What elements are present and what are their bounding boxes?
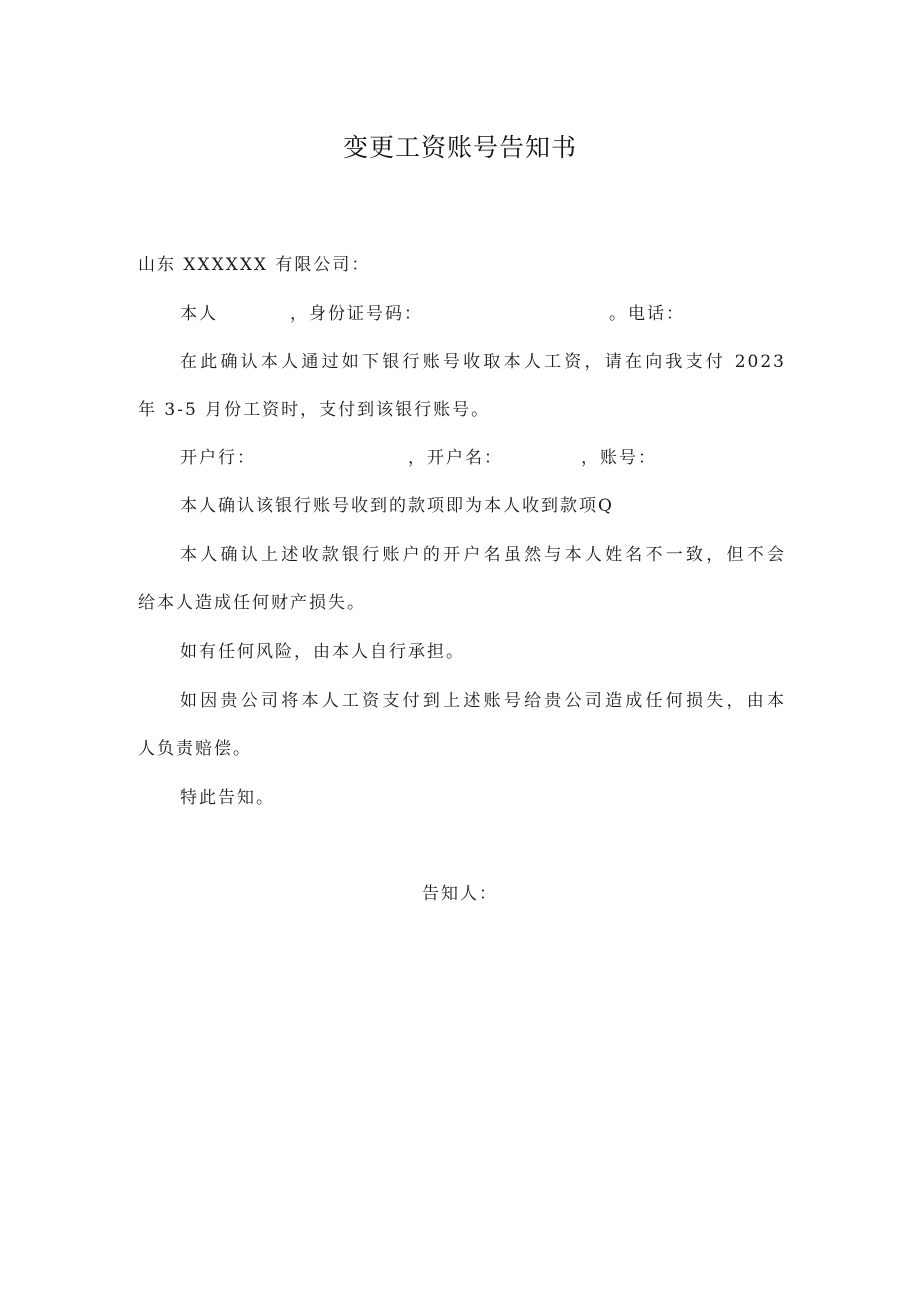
risk-line: 如有任何风险，由本人自行承担。 xyxy=(180,642,465,662)
document-title: 变更工资账号告知书 xyxy=(342,133,577,162)
bank-label: 开户行： xyxy=(180,448,256,468)
receipt-confirmation-line: 本人确认该银行账号收到的款项即为本人收到款项Q xyxy=(180,496,614,516)
salutation: 山东 XXXXXX 有限公司： xyxy=(138,255,371,275)
id-number-label: ，身份证号码： xyxy=(290,304,423,324)
self-label: 本人 xyxy=(180,304,218,324)
mismatch-paragraph-line-1: 本人确认上述收款银行账户的开户名虽然与本人姓名不一致，但不会 xyxy=(180,545,786,565)
account-holder-label: ，开户名： xyxy=(408,448,503,468)
signer-label: 告知人： xyxy=(422,884,498,904)
confirm-paragraph-line-2: 年 3-5 月份工资时，支付到该银行账号。 xyxy=(138,400,491,420)
compensation-paragraph-line-1: 如因贵公司将本人工资支付到上述账号给贵公司造成任何损失，由本 xyxy=(180,691,786,711)
compensation-paragraph-line-2: 人负责赔偿。 xyxy=(138,739,252,759)
bank-info-line xyxy=(180,446,786,470)
identity-line xyxy=(180,302,786,326)
mismatch-paragraph-line-2: 给本人造成任何财产损失。 xyxy=(138,593,366,613)
confirm-paragraph-line-1: 在此确认本人通过如下银行账号收取本人工资，请在向我支付 2023 xyxy=(180,352,786,372)
closing-line: 特此告知。 xyxy=(180,788,275,808)
account-number-label: ，账号： xyxy=(581,448,657,468)
phone-label: 。电话： xyxy=(609,304,685,324)
